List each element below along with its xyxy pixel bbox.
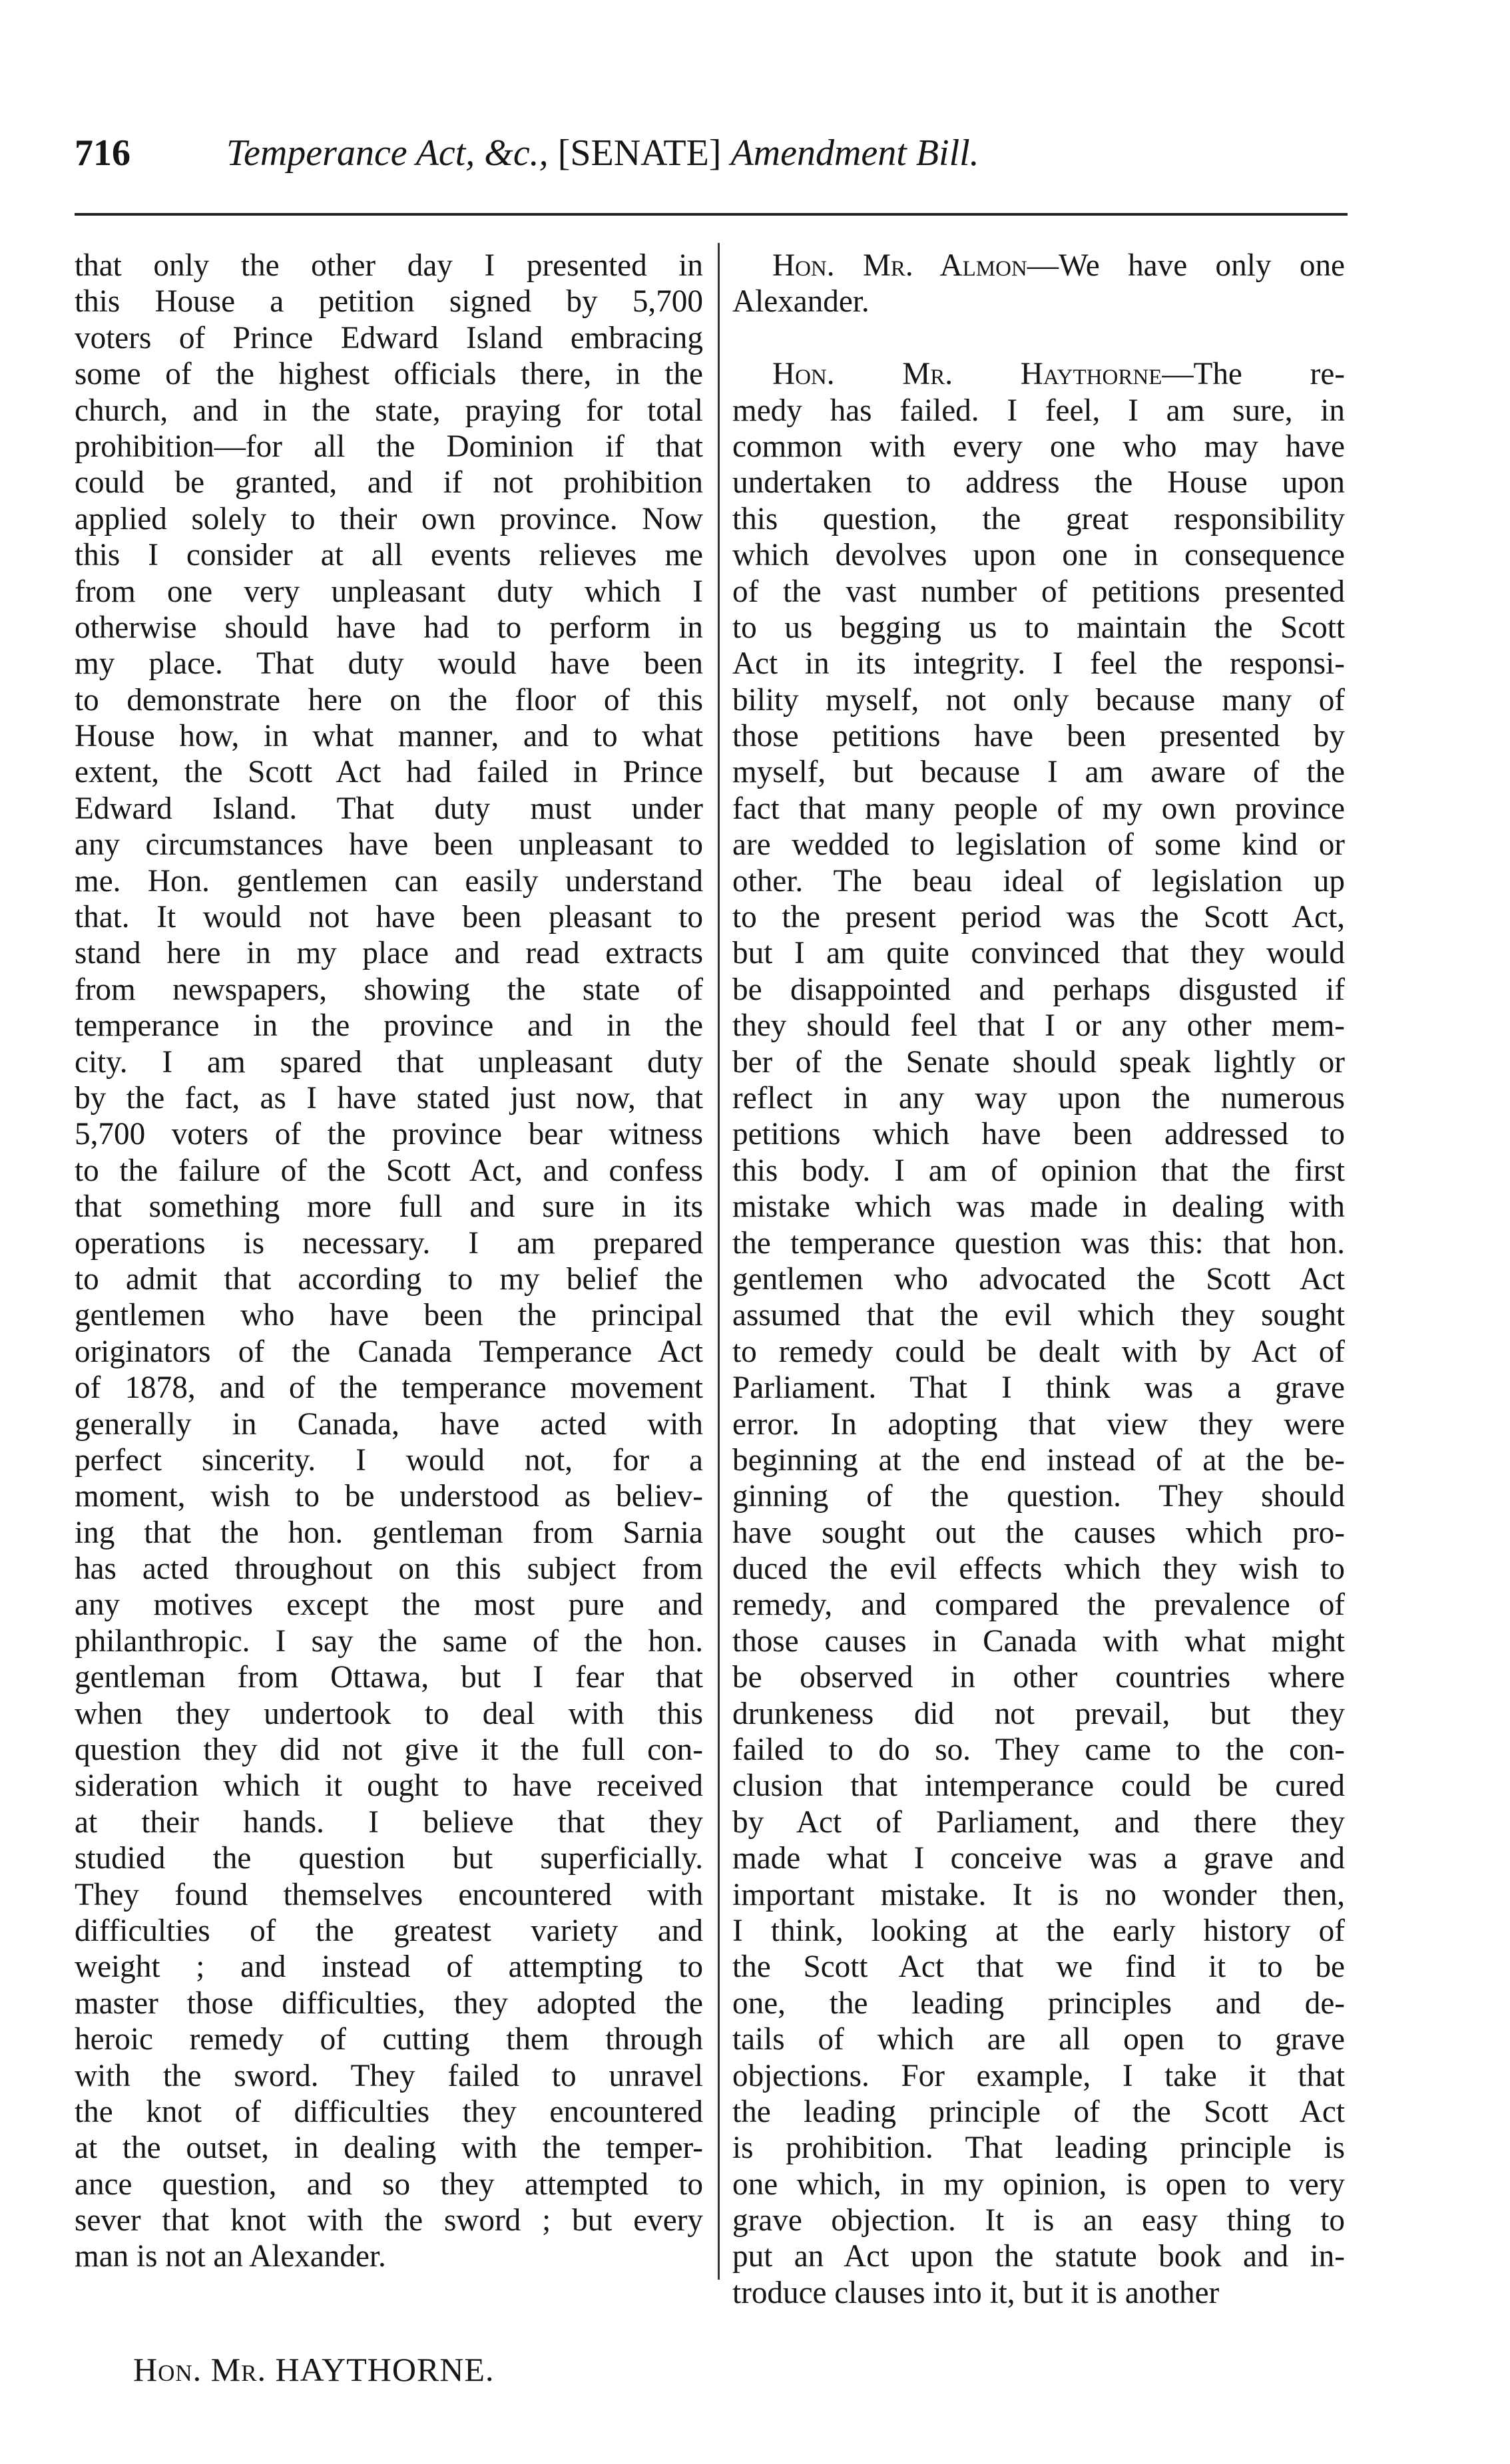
text-line: moment, wish to be understood as believ- [75,1479,703,1514]
text-line: voters of Prince Edward Island embracing [75,320,703,355]
text-line: gentleman from Ottawa, but I fear that [75,1660,703,1695]
text-line: the leading principle of the Scott Act [732,2094,1345,2129]
text-line: to the present period was the Scott Act, [732,900,1345,935]
text-line: otherwise should have had to perform in [75,610,703,645]
text-line: grave objection. It is an easy thing to [732,2203,1345,2238]
text-line: reflect in any way upon the numerous [732,1080,1345,1116]
speaker-name-almon: Hon. Mr. Almon [772,248,1027,283]
text-line: prohibition—for all the Dominion if that [75,429,703,464]
text-line: to the failure of the Scott Act, and confess [75,1153,703,1188]
running-title [226,126,979,180]
text-line: those causes in Canada with what might [732,1623,1345,1659]
text-line: made what I conceive was a grave and [732,1841,1345,1876]
text-line: tails of which are all open to grave [732,2022,1345,2057]
speaker-name-haythorne: Hon. Mr. Haythorne [772,357,1162,392]
text-line: any circumstances have been unpleasant to [75,827,703,863]
text-line: mistake which was made in dealing with [732,1189,1345,1225]
text-line: of the vast number of petitions presented [732,574,1345,609]
text-line: important mistake. It is no wonder then, [732,1877,1345,1912]
text-line: at their hands. I believe that they [75,1804,703,1840]
running-title-part-2: Amendment Bill. [730,132,979,174]
text-line: man is not an Alexander. [75,2239,386,2274]
text-line: to remedy could be dealt with by Act of [732,1334,1345,1369]
text-line: undertaken to address the House upon [732,465,1345,501]
text-line: that something more full and sure in its [75,1189,703,1225]
text-line: beginning at the end instead of at the be- [732,1442,1345,1478]
text-line: those petitions have been presented by [732,719,1345,754]
text-line: my place. That duty would have been [75,646,703,682]
text-line: to us begging us to maintain the Scott [732,610,1345,645]
text-line: from one very unpleasant duty which I [75,574,703,609]
text-line: sideration which it ought to have received [75,1768,703,1804]
text-line: remedy, and compared the prevalence of [732,1587,1345,1623]
text-line: with the sword. They failed to unravel [75,2058,703,2093]
text-line: by Act of Parliament, and there they [732,1804,1345,1840]
speaker-line-haythorne [732,356,1345,392]
text-line: of 1878, and of the temperance movement [75,1370,703,1406]
text-line: question they did not give it the full con- [75,1733,703,1768]
header-rule [75,213,1348,216]
text-line: failed to do so. They came to the con- [732,1733,1345,1768]
speaker-line-almon [732,248,1345,284]
running-header [75,126,1366,180]
text-line: bility myself, not only because many of [732,682,1345,718]
text-line: this question, the great responsibility [732,501,1345,536]
text-line: I think, looking at the early history of [732,1913,1345,1948]
text-line: Act in its integrity. I feel the responsi- [732,646,1345,682]
text-line: to demonstrate here on the floor of this [75,682,703,718]
paragraph-gap [732,320,1345,356]
text-line: ber of the Senate should speak lightly or [732,1044,1345,1080]
text-line: heroic remedy of cutting them through [75,2022,703,2057]
text-line: be observed in other countries where [732,1660,1345,1695]
text-line: at the outset, in dealing with the temper- [75,2131,703,2166]
text-line: ginning of the question. They should [732,1479,1345,1514]
text-line: could be granted, and if not prohibition [75,465,703,501]
text-line: any motives except the most pure and [75,1587,703,1623]
text-line: objections. For example, I take it that [732,2058,1345,2093]
text-line: difficulties of the greatest variety and [75,1913,703,1948]
text-line: this body. I am of opinion that the first [732,1153,1345,1188]
text-line: this House a petition signed by 5,700 [75,284,703,319]
text-line: be disappointed and perhaps disgusted if [732,972,1345,1007]
text-line: that only the other day I presented in [75,248,703,283]
text-line: from newspapers, showing the state of [75,972,703,1007]
page-number: 716 [75,132,130,174]
text-line: the temperance question was this: that hon. [732,1225,1345,1261]
text-line: that. It would not have been pleasant to [75,900,703,935]
text-line: common with every one who may have [732,429,1345,464]
text-line: have sought out the causes which pro- [732,1515,1345,1550]
text-line: master those difficulties, they adopted the [75,1985,703,2021]
text-line: the Scott Act that we find it to be [732,1950,1345,1985]
footer-speaker-name: Hon. Mr. HAYTHORNE. [133,2351,495,2388]
text-line: the knot of difficulties they encountered [75,2094,703,2129]
text-line: stand here in my place and read extracts [75,936,703,971]
text-line: assumed that the evil which they sought [732,1298,1345,1333]
text-line: error. In adopting that view they were [732,1406,1345,1442]
text-line: Parliament. That I think was a grave [732,1370,1345,1406]
text-line: to admit that according to my belief the [75,1261,703,1297]
running-title-part-1: Temperance Act, &c., [226,132,549,174]
text-line: they should feel that I or any other mem- [732,1008,1345,1044]
text-line: philanthropic. I say the same of the hon. [75,1623,703,1659]
text-line: myself, but because I am aware of the [732,755,1345,790]
text-line: temperance in the province and in the [75,1008,703,1044]
text-line: weight ; and instead of attempting to [75,1950,703,1985]
text-line: some of the highest officials there, in the [75,357,703,392]
text-line: operations is necessary. I am prepared [75,1225,703,1261]
text-line: by the fact, as I have stated just now, that [75,1080,703,1116]
almon-text-line: —We have only one [1027,248,1345,283]
right-column-body [732,393,1345,2312]
text-line: other. The beau ideal of legislation up [732,863,1345,899]
text-line: fact that many people of my own province [732,791,1345,826]
text-line: clusion that intemperance could be cured [732,1768,1345,1804]
text-line: ance question, and so they attempted to [75,2166,703,2202]
almon-text-line: Alexander. [732,284,870,319]
text-line: is prohibition. That leading principle is [732,2131,1345,2166]
text-line: They found themselves encountered with [75,1877,703,1912]
text-line: studied the question but superficially. [75,1841,703,1876]
text-line: has acted throughout on this subject from [75,1551,703,1587]
text-line: originators of the Canada Temperance Act [75,1334,703,1369]
text-line: medy has failed. I feel, I am sure, in [732,393,1345,428]
text-line: extent, the Scott Act had failed in Prince [75,755,703,790]
text-line: sever that knot with the sword ; but every [75,2203,703,2238]
text-line: applied solely to their own province. Now [75,501,703,536]
text-line: Edward Island. That duty must under [75,791,703,826]
text-line: gentlemen who advocated the Scott Act [732,1261,1345,1297]
text-line: which devolves upon one in consequence [732,538,1345,573]
text-line: ing that the hon. gentleman from Sarnia [75,1515,703,1550]
column-divider [718,243,720,2280]
text-line: one which, in my opinion, is open to very [732,2166,1345,2202]
haythorne-first-line-text: —The re- [1162,357,1345,392]
text-line: drunkeness did not prevail, but they [732,1696,1345,1731]
text-line: church, and in the state, praying for total [75,393,703,428]
left-column [75,248,703,2275]
running-title-senate: [SENATE] [557,132,722,174]
text-line: one, the leading principles and de- [732,1985,1345,2021]
text-line: 5,700 voters of the province bear witness [75,1117,703,1152]
text-line: me. Hon. gentlemen can easily understand [75,863,703,899]
text-line: when they undertook to deal with this [75,1696,703,1731]
text-line: troduce clauses into it, but it is another [732,2275,1220,2310]
text-line: city. I am spared that unpleasant duty [75,1044,703,1080]
text-line: gentlemen who have been the principal [75,1298,703,1333]
text-line: House how, in what manner, and to what [75,719,703,754]
text-line: are wedded to legislation of some kind or [732,827,1345,863]
text-line: duced the evil effects which they wish to [732,1551,1345,1587]
text-line: generally in Canada, have acted with [75,1406,703,1442]
text-line: put an Act upon the statute book and in- [732,2239,1345,2274]
text-line: but I am quite convinced that they would [732,936,1345,971]
text-line: petitions which have been addressed to [732,1117,1345,1152]
text-line: perfect sincerity. I would not, for a [75,1442,703,1478]
text-line: this I consider at all events relieves me [75,538,703,573]
right-column [732,248,1345,2311]
